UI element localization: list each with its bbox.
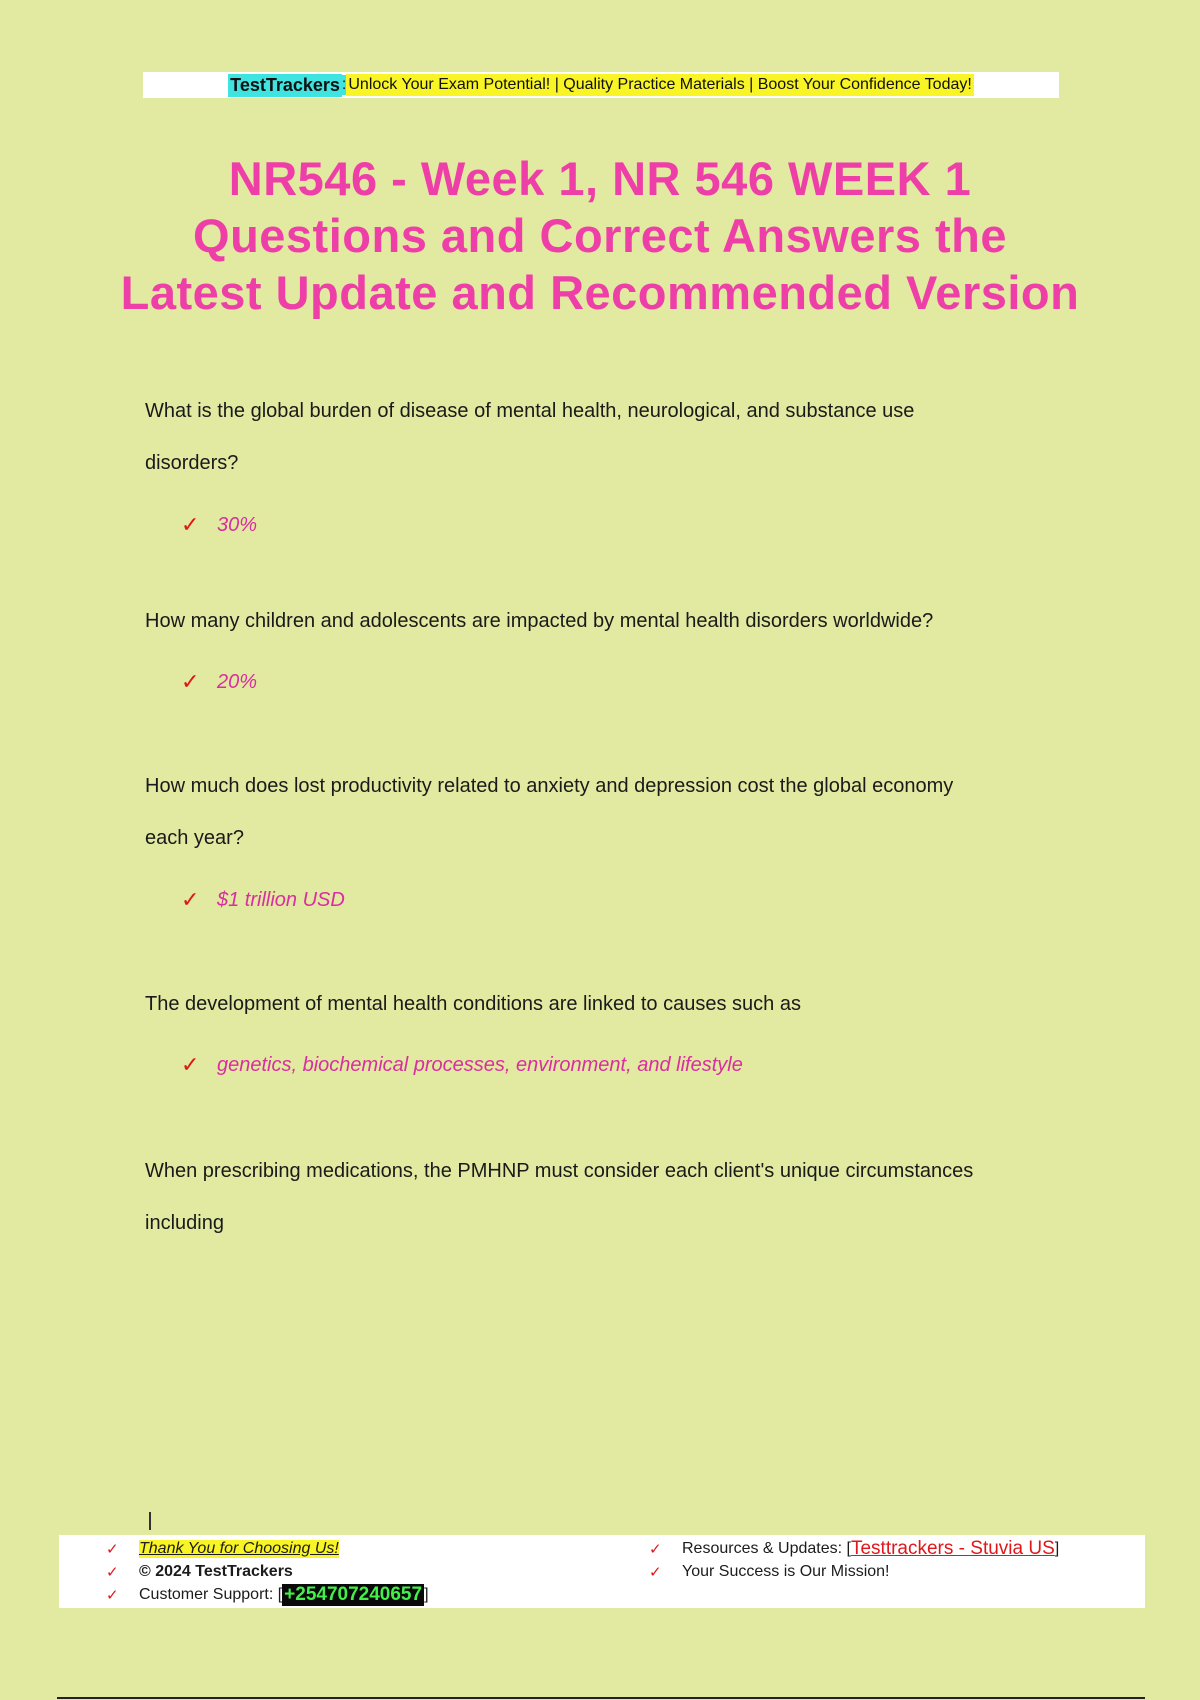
support-label: Customer Support: [ bbox=[139, 1585, 283, 1603]
answer-text: genetics, biochemical processes, environment, and lifestyle bbox=[217, 1053, 743, 1076]
footer-right-column bbox=[649, 1537, 1059, 1583]
footer-resources-row bbox=[649, 1537, 1059, 1560]
answer-text: 30% bbox=[217, 513, 258, 536]
copyright-text: © 2024 TestTrackers bbox=[139, 1562, 293, 1580]
check-icon: ✓ bbox=[649, 1540, 662, 1558]
check-icon: ✓ bbox=[181, 669, 200, 694]
question-line: How much does lost productivity related to anxiety and depression cost the global economy bbox=[145, 775, 954, 797]
bottom-divider bbox=[57, 1697, 1145, 1699]
document-title: NR546 - Week 1, NR 546 WEEK 1 Questions and Correct Answers the Latest Update and Recommended Version bbox=[120, 152, 1080, 319]
footer-thanks-row bbox=[106, 1537, 429, 1560]
question-text bbox=[145, 760, 1045, 864]
question-text bbox=[145, 595, 1045, 647]
check-icon: ✓ bbox=[181, 512, 200, 537]
answer bbox=[181, 885, 1045, 915]
support-phone[interactable]: +254707240657 bbox=[284, 1583, 423, 1605]
qa-item bbox=[145, 1145, 1045, 1249]
brand-name: TestTrackers bbox=[230, 74, 340, 95]
question-text bbox=[145, 1145, 1045, 1249]
footer-copyright-row bbox=[106, 1560, 429, 1583]
answer bbox=[181, 1050, 1045, 1080]
qa-item bbox=[145, 385, 1045, 540]
text-cursor-mark bbox=[149, 1512, 151, 1530]
check-icon: ✓ bbox=[106, 1540, 119, 1558]
check-icon: ✓ bbox=[181, 887, 200, 912]
thanks-text: Thank You for Choosing Us! bbox=[139, 1539, 339, 1557]
check-icon: ✓ bbox=[649, 1563, 662, 1581]
mission-text: Your Success is Our Mission! bbox=[682, 1562, 890, 1580]
qa-item bbox=[145, 595, 1045, 697]
question-line: When prescribing medications, the PMHNP must consider each client's unique circumstances bbox=[145, 1160, 974, 1182]
footer-mission-row bbox=[649, 1560, 1059, 1583]
answer-text: $1 trillion USD bbox=[217, 888, 345, 911]
header-banner bbox=[143, 72, 1059, 98]
brand-colon: : bbox=[341, 76, 347, 93]
footer-left-column bbox=[106, 1537, 429, 1606]
check-icon: ✓ bbox=[181, 1052, 200, 1077]
footer-support-row bbox=[106, 1583, 429, 1606]
answer bbox=[181, 510, 1045, 540]
question-line: each year? bbox=[145, 827, 244, 849]
footer-box bbox=[59, 1535, 1145, 1608]
question-line: disorders? bbox=[145, 452, 239, 474]
resources-close-bracket: ] bbox=[1054, 1539, 1060, 1557]
resources-link[interactable]: Testtrackers - Stuvia US bbox=[850, 1537, 1055, 1559]
answer-text: 20% bbox=[217, 670, 258, 693]
check-icon: ✓ bbox=[106, 1586, 119, 1604]
resources-label: Resources & Updates: [ bbox=[682, 1539, 851, 1557]
support-close-bracket: ] bbox=[424, 1585, 429, 1603]
question-text bbox=[145, 385, 1045, 489]
question-line: The development of mental health conditions are linked to causes such as bbox=[145, 993, 801, 1015]
question-line: How many children and adolescents are impacted by mental health disorders worldwide? bbox=[145, 610, 934, 632]
question-line: including bbox=[145, 1212, 224, 1234]
question-line: What is the global burden of disease of mental health, neurological, and substance use bbox=[145, 400, 915, 422]
banner-tagline: Unlock Your Exam Potential! | Quality Practice Materials | Boost Your Confidence Today! bbox=[346, 74, 973, 96]
qa-item bbox=[145, 978, 1045, 1080]
question-text bbox=[145, 978, 1045, 1030]
answer bbox=[181, 667, 1045, 697]
qa-item bbox=[145, 760, 1045, 915]
check-icon: ✓ bbox=[106, 1563, 119, 1581]
